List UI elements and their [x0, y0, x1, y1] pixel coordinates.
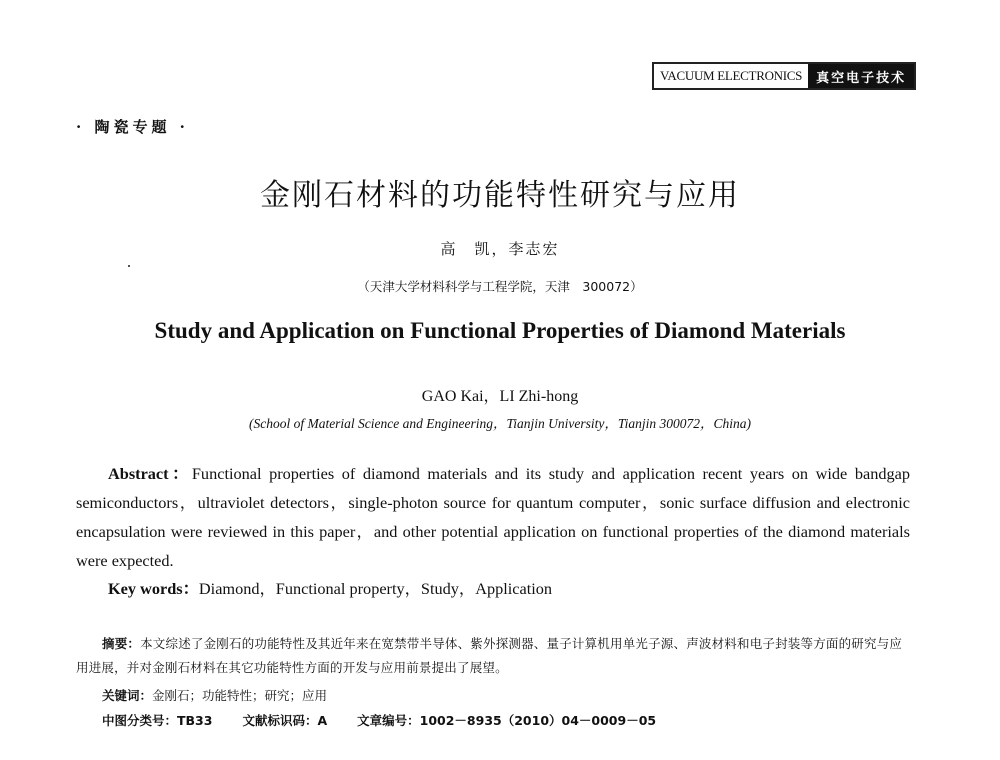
article-number: 文章编号：1002－8935（2010）04－0009－05 [357, 713, 657, 728]
classification-line [102, 711, 656, 729]
journal-badge [652, 62, 916, 90]
authors-cn: 高 凯，李志宏 [440, 240, 560, 258]
affiliation-cn: （天津大学材料科学与工程学院，天津 300072） [357, 279, 643, 294]
keywords-en [108, 575, 908, 599]
column-tag: · 陶瓷专题 · [76, 118, 189, 136]
keywords-cn-label: 关键词： [102, 688, 153, 703]
journal-name-en: VACUUM ELECTRONICS [654, 64, 808, 88]
clc-number: 中图分类号：TB33 [102, 713, 213, 728]
journal-name-cn: 真空电子技术 [808, 64, 914, 88]
keywords-en-label: Key words： [108, 579, 199, 598]
keywords-cn-text: 金刚石；功能特性；研究；应用 [152, 688, 328, 703]
authors-en: GAO Kai，LI Zhi-hong [421, 388, 579, 405]
abstract-cn-text: 本文综述了金刚石的功能特性及其近年来在宽禁带半导体、紫外探测器、量子计算机用单光子源、声波材料和电子封装等方面的研究与应用进展，并对金刚石材料在其它功能特性方面的开发与应用前景提出了展望。 [76, 636, 903, 675]
scan-speck [128, 265, 130, 267]
title-en: Study and Application on Functional Properties of Diamond Materials [154, 318, 846, 343]
document-code: 文献标识码：A [242, 713, 328, 728]
abstract-cn [76, 632, 910, 680]
abstract-en-text: Functional properties of diamond materials and its study and application recent years on wide bandgap semiconductors，ultraviolet detectors，single-photon source for quantum computer，sonic surface diffusion and electronic encapsulation were reviewed in this paper，and other potential application on functional properties of the diamond materials were expected. [76, 464, 911, 570]
abstract-en [76, 459, 910, 575]
keywords-en-text: Diamond，Functional property，Study，Application [198, 579, 553, 598]
abstract-en-label: Abstract： [108, 464, 192, 483]
abstract-cn-label: 摘要： [102, 636, 141, 651]
affiliation-en: (School of Material Science and Engineering，Tianjin University，Tianjin 300072，China) [248, 416, 752, 431]
keywords-cn [102, 686, 327, 704]
title-cn: 金刚石材料的功能特性研究与应用 [260, 178, 740, 213]
